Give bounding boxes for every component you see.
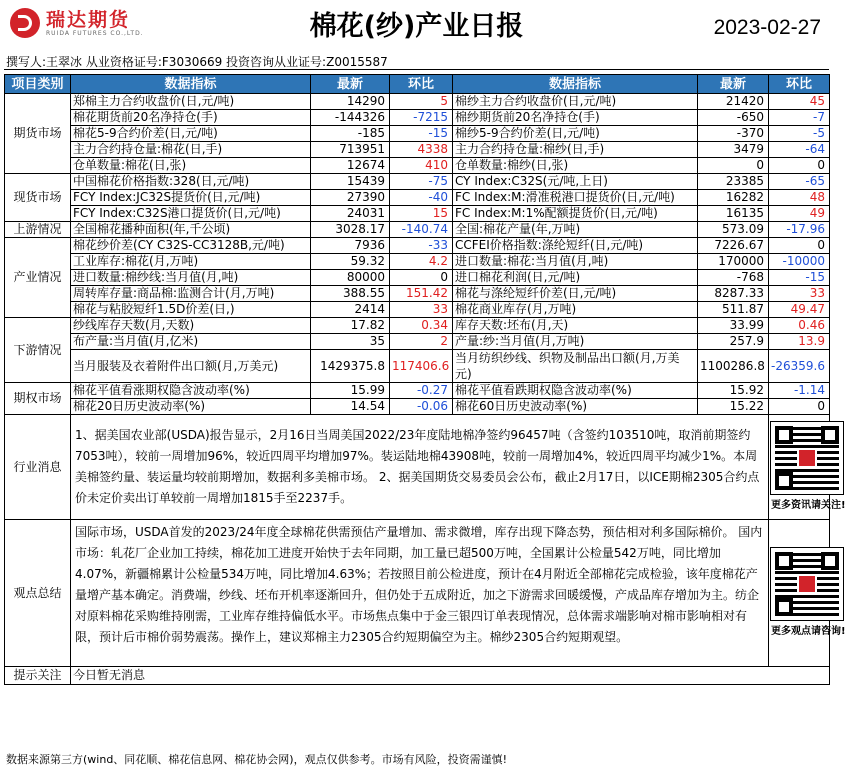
latest-value: 16282 [698,190,769,206]
latest-value: 21420 [698,94,769,110]
header-latest: 最新 [311,75,390,94]
indicator-name: 全国棉花播种面积(年,千公顷) [71,222,311,238]
indicator-name: 棉花纱价差(CY C32S-CC3128B,元/吨) [71,238,311,254]
latest-value: -370 [698,126,769,142]
table-row [5,158,830,174]
header-indicator: 数据指标 [453,75,698,94]
change-value: 0 [769,158,830,174]
news-qr-cell [769,415,846,520]
table-row [5,318,830,334]
notice-row [5,667,830,685]
latest-value: 0 [698,158,769,174]
category-downstream: 下游情况 [5,318,71,383]
category-upstream: 上游情况 [5,222,71,238]
category-spot: 现货市场 [5,174,71,222]
table-row [5,126,830,142]
indicator-name: 棉花5-9合约价差(日,元/吨) [71,126,311,142]
latest-value: -185 [311,126,390,142]
latest-value: 15.99 [311,383,390,399]
change-value: 0 [390,270,453,286]
indicator-name: 棉花20日历史波动率(%) [71,399,311,415]
change-value: -40 [390,190,453,206]
change-value: -10000 [769,254,830,270]
indicator-name: CY Index:C32S(元/吨,上日) [453,174,698,190]
latest-value: 8287.33 [698,286,769,302]
change-value: 0.46 [769,318,830,334]
change-value: 48 [769,190,830,206]
change-value: 33 [390,302,453,318]
change-value: 33 [769,286,830,302]
footer-disclaimer: 数据来源第三方(wind、同花顺、棉花信息网、棉花协会网)，观点仅供参考。市场有风险，投资需谨慎! [6,753,507,766]
latest-value: 15.22 [698,399,769,415]
indicator-name: 纱线库存天数(月,天数) [71,318,311,334]
header-category: 项目类别 [5,75,71,94]
latest-value: 388.55 [311,286,390,302]
category-notice: 提示关注 [5,667,71,685]
change-value: 117406.6 [390,350,453,383]
indicator-name: FC Index:M:滑准税港口提货价(日,元/吨) [453,190,698,206]
category-industry: 产业情况 [5,238,71,318]
logo-english: RUIDA FUTURES CO.,LTD. [46,29,144,37]
indicator-name: FC Index:M:1%配额提货价(日,元/吨) [453,206,698,222]
indicator-name: 布产量:当月值(月,亿米) [71,334,311,350]
latest-value: 713951 [311,142,390,158]
change-value: 0 [769,238,830,254]
table-row [5,222,830,238]
latest-value: 33.99 [698,318,769,334]
report-date: 2023-02-27 [713,16,821,39]
latest-value: 170000 [698,254,769,270]
latest-value: 12674 [311,158,390,174]
category-futures: 期货市场 [5,94,71,174]
change-value: -0.27 [390,383,453,399]
change-value: -26359.6 [769,350,830,383]
indicator-name: 进口数量:棉纱线:当月值(月,吨) [71,270,311,286]
indicator-name: 棉花平值看涨期权隐含波动率(%) [71,383,311,399]
change-value: -5 [769,126,830,142]
latest-value: 14290 [311,94,390,110]
author-info: 撰写人:王翠冰 从业资格证号:F3030669 投资咨询从业证号:Z0015587 [6,55,388,69]
change-value: -7215 [390,110,453,126]
header-change: 环比 [390,75,453,94]
change-value: 15 [390,206,453,222]
latest-value: 59.32 [311,254,390,270]
qr-caption: 更多观点请咨询! [771,625,846,637]
indicator-name: 仓单数量:棉花(日,张) [71,158,311,174]
table-row [5,286,830,302]
latest-value: -144326 [311,110,390,126]
latest-value: 3479 [698,142,769,158]
header-latest: 最新 [698,75,769,94]
indicator-name: 库存天数:坯布(月,天) [453,318,698,334]
latest-value: 1429375.8 [311,350,390,383]
table-row [5,238,830,254]
indicator-name: 棉花与粘胶短纤1.5D价差(日,) [71,302,311,318]
indicator-name: 产量:纱:当月值(月,万吨) [453,334,698,350]
indicator-name: 主力合约持仓量:棉纱(日,手) [453,142,698,158]
change-value: -7 [769,110,830,126]
change-value: 410 [390,158,453,174]
change-value: -1.14 [769,383,830,399]
summary-row [5,520,830,667]
news-row [5,415,830,520]
change-value: -140.74 [390,222,453,238]
indicator-name: 棉花60日历史波动率(%) [453,399,698,415]
latest-value: 27390 [311,190,390,206]
table-row [5,399,830,415]
table-row [5,110,830,126]
latest-value: 14.54 [311,399,390,415]
indicator-name: 棉花商业库存(月,万吨) [453,302,698,318]
header-change: 环比 [769,75,830,94]
change-value: 5 [390,94,453,110]
change-value: -15 [769,270,830,286]
change-value: 0 [769,399,830,415]
change-value: 2 [390,334,453,350]
indicator-name: 棉花平值看跌期权隐含波动率(%) [453,383,698,399]
indicator-name: 当月纺织纱线、织物及制品出口额(月,万美元) [453,350,698,383]
latest-value: 7936 [311,238,390,254]
indicator-name: 棉纱主力合约收盘价(日,元/吨) [453,94,698,110]
table-row [5,190,830,206]
latest-value: 15.92 [698,383,769,399]
category-summary: 观点总结 [5,520,71,667]
latest-value: -650 [698,110,769,126]
change-value: 45 [769,94,830,110]
qr-code-icon [771,422,843,494]
summary-qr-cell [769,520,846,667]
qr-code-icon [771,548,843,620]
indicator-name: 进口数量:棉花:当月值(月,吨) [453,254,698,270]
indicator-name: 工业库存:棉花(月,万吨) [71,254,311,270]
indicator-name: 棉花期货前20名净持仓(手) [71,110,311,126]
news-text: 1、据美国农业部(USDA)报告显示，2月16日当周美国2022/23年度陆地棉净签约96457吨（含签约103510吨，取消前期签约7053吨），较前一周增加96%，较近四周平均增加97%。装运陆地棉43908吨，较前一周增加4%，较近四周平均减少1%。本周美棉签约量、装运量均较前期增加，数据利多美棉市场。 2、据美国期货交易委员会公布，截止2月17日，以ICE期棉2305合约点价未定价卖出订单较前一周增加1815手至2237手。 [71,415,769,520]
latest-value: -768 [698,270,769,286]
change-value: -65 [769,174,830,190]
change-value: -17.96 [769,222,830,238]
latest-value: 3028.17 [311,222,390,238]
latest-value: 24031 [311,206,390,222]
table-row [5,142,830,158]
latest-value: 17.82 [311,318,390,334]
table-row [5,350,830,383]
latest-value: 511.87 [698,302,769,318]
latest-value: 1100286.8 [698,350,769,383]
qr-caption: 更多资讯请关注! [771,499,846,511]
table-header-row [5,75,830,94]
summary-text: 国际市场，USDA首发的2023/24年度全球棉花供需预估产量增加、需求微增，库存出现下降态势，预估相对利多国际棉价。 国内市场：轧花厂企业加工持续，棉花加工进度开始快于去年同期，加工量已超500万吨，全国累计公检量542万吨，同比增加4.07%，新疆棉累计公检量534万吨，同比增加4.63%；若按照目前公检进度，预计在4月附近全部棉花完成检验，该年度棉花产量增产基本确定。消费端，纱线、坯布开机率逐渐回升，但仍处于五成附近，加之下游需求回暖缓慢，产成品库存增加为主。纺企对原料棉花采购维持刚需，工业库存维持偏低水平。市场焦点集中于金三银四订单表现情况，总体需求端影响对棉市影响相对有限，预计后市棉价弱势震荡。操作上，建议郑棉主力2305合约短期偏空为主。棉纱2305合约短期观望。 [71,520,769,667]
change-value: 13.9 [769,334,830,350]
table-row [5,254,830,270]
latest-value: 15439 [311,174,390,190]
table-row [5,270,830,286]
latest-value: 257.9 [698,334,769,350]
indicator-name: FCY Index:JC32S提货价(日,元/吨) [71,190,311,206]
notice-text: 今日暂无消息 [71,667,830,685]
table-row [5,206,830,222]
latest-value: 7226.67 [698,238,769,254]
change-value: -75 [390,174,453,190]
table-row [5,383,830,399]
category-options: 期权市场 [5,383,71,415]
table-row [5,302,830,318]
divider [4,69,829,70]
indicator-name: 棉纱5-9合约价差(日,元/吨) [453,126,698,142]
indicator-name: 棉花与涤纶短纤价差(日,元/吨) [453,286,698,302]
change-value: 0.34 [390,318,453,334]
data-table [4,74,846,685]
change-value: 4338 [390,142,453,158]
change-value: -33 [390,238,453,254]
indicator-name: 进口棉花利润(日,元/吨) [453,270,698,286]
latest-value: 23385 [698,174,769,190]
latest-value: 80000 [311,270,390,286]
table-row [5,334,830,350]
category-news: 行业消息 [5,415,71,520]
indicator-name: 主力合约持仓量:棉花(日,手) [71,142,311,158]
indicator-name: 仓单数量:棉纱(日,张) [453,158,698,174]
indicator-name: 周转库存量:商品棉:监测合计(月,万吨) [71,286,311,302]
change-value: 151.42 [390,286,453,302]
indicator-name: 全国:棉花产量(年,万吨) [453,222,698,238]
change-value: 4.2 [390,254,453,270]
change-value: -15 [390,126,453,142]
change-value: 49.47 [769,302,830,318]
indicator-name: 郑棉主力合约收盘价(日,元/吨) [71,94,311,110]
change-value: -0.06 [390,399,453,415]
change-value: -64 [769,142,830,158]
indicator-name: FCY Index:C32S港口提货价(日,元/吨) [71,206,311,222]
change-value: 49 [769,206,830,222]
indicator-name: 当月服装及衣着附件出口额(月,万美元) [71,350,311,383]
latest-value: 16135 [698,206,769,222]
latest-value: 35 [311,334,390,350]
report-title: 棉花(纱)产业日报 [309,11,524,42]
table-row [5,174,830,190]
table-row [5,94,830,110]
indicator-name: 中国棉花价格指数:328(日,元/吨) [71,174,311,190]
latest-value: 573.09 [698,222,769,238]
logo-name: 瑞达期货 [46,8,131,31]
latest-value: 2414 [311,302,390,318]
indicator-name: 棉纱期货前20名净持仓(手) [453,110,698,126]
header-indicator: 数据指标 [71,75,311,94]
indicator-name: CCFEI价格指数:涤纶短纤(日,元/吨) [453,238,698,254]
